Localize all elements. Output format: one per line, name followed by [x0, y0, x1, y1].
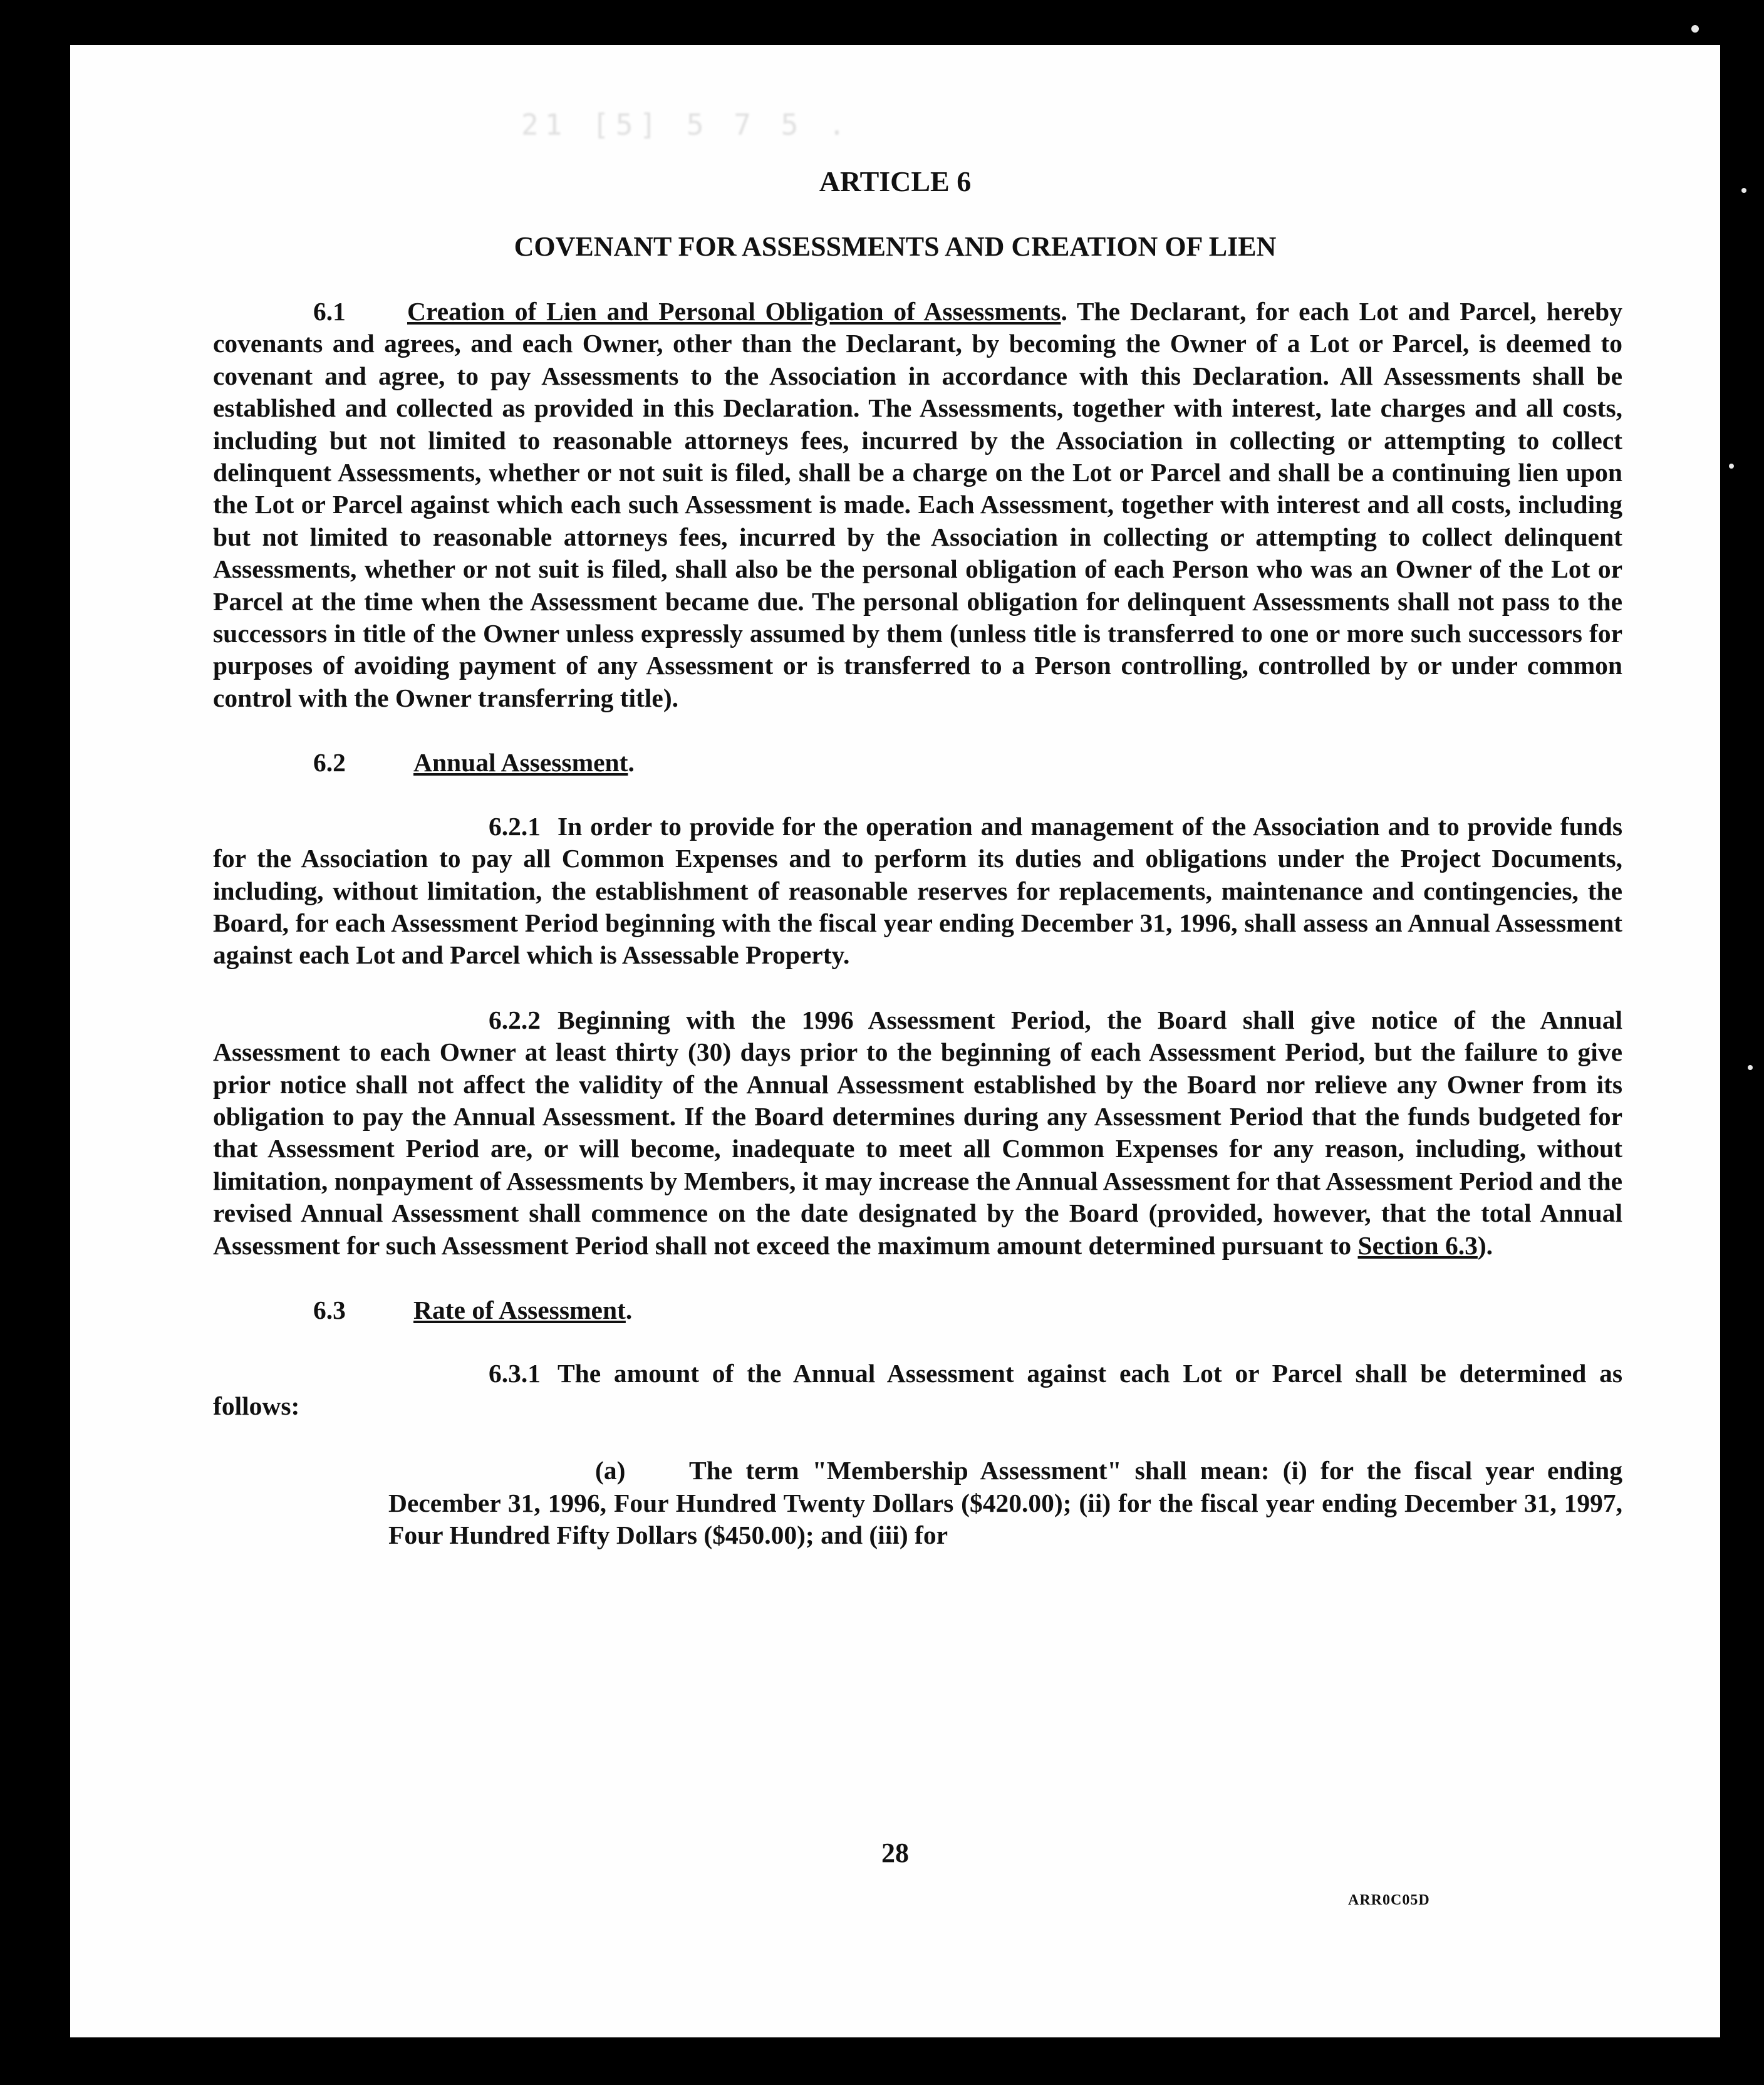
- section-number: 6.3: [313, 1295, 346, 1324]
- section-6-2-2: [213, 1004, 1622, 1262]
- subsection-number: 6.2.2: [489, 1005, 541, 1034]
- article-subtitle: COVENANT FOR ASSESSMENTS AND CREATION OF LIEN: [514, 231, 1277, 262]
- subsection-number: 6.3.1: [489, 1359, 541, 1388]
- scan-speck: [1729, 464, 1734, 469]
- section-title: Creation of Lien and Personal Obligation of Assessments: [407, 297, 1061, 326]
- item-text: The term "Membership Assessment" shall mean: (i) for the fiscal year ending December 31, 1996, Four Hundred Twenty Dollars ($420.00); (ii) for the fiscal year ending December 31, 1997, Four Hundred Fifty Dollars ($450.00); and (iii) for: [388, 1456, 1622, 1549]
- scan-speck: [1748, 1065, 1753, 1070]
- document-code: ARR0C05D: [1348, 1892, 1430, 1908]
- section-6-3-heading: [213, 1294, 1622, 1326]
- faded-stamp: 21 [5] 5 7 5 .: [521, 108, 852, 142]
- section-6-2-1: [213, 811, 1622, 972]
- subsection-text-end: ).: [1477, 1230, 1493, 1260]
- document-body: [213, 296, 1622, 1551]
- section-title-suffix: .: [625, 1295, 633, 1324]
- item-a: [388, 1455, 1622, 1551]
- section-title-suffix: .: [628, 748, 635, 777]
- section-number: 6.2: [313, 748, 346, 777]
- item-label: (a): [595, 1456, 626, 1485]
- subsection-text: In order to provide for the operation and management of the Association and to provide funds for the Association to pay all Common Expenses and to perform its duties and obligations under the Project Documents, including, without limitation, the establishment of reasonable reserves for replacements, maintenance and contingencies, the Board, for each Assessment Period beginning with the fiscal year ending December 31, 1996, shall assess an Annual Assessment against each Lot and Parcel which is Assessable Property.: [213, 811, 1622, 970]
- section-6-3-1: [213, 1358, 1622, 1422]
- subsection-text: The amount of the Annual Assessment against each Lot or Parcel shall be determined as follows:: [213, 1359, 1622, 1420]
- scan-speck: [1691, 25, 1699, 33]
- section-title: Annual Assessment: [413, 748, 628, 777]
- page-number: 28: [881, 1838, 909, 1868]
- scan-speck: [1741, 188, 1746, 193]
- document-page: [70, 45, 1720, 2037]
- section-reference-link[interactable]: Section 6.3: [1357, 1230, 1478, 1260]
- section-text: . The Declarant, for each Lot and Parcel, hereby covenants and agrees, and each Owner, other than the Declarant, by becoming the Owner of a Lot or Parcel, is deemed to covenant and agree, to pay Assessments to the Association in accordance with this Declaration. All Assessments shall be established and collected as provided in this Declaration. The Assessments, together with interest, late charges and all costs, including but not limited to reasonable attorneys fees, incurred by the Association in collecting or attempting to collect delinquent Assessments, whether or not suit is filed, shall be a charge on the Lot or Parcel and shall be a continuing lien upon the Lot or Parcel against which each such Assessment is made. Each Assessment, together with interest and all costs, including but not limited to reasonable attorneys fees, incurred by the Association in collecting or attempting to collect delinquent Assessments, whether or not suit is filed, shall also be the personal obligation of each Person who was an Owner of the Lot or Parcel at the time when the Assessment became due. The personal obligation for delinquent Assessments shall not pass to the successors in title of the Owner unless expressly assumed by them (unless title is transferred to one or more such successors for purposes of avoiding payment of any Assessment or is transferred to a Person controlling, controlled by or under common control with the Owner transferring title).: [213, 297, 1623, 712]
- section-6-2-heading: [213, 747, 1622, 779]
- article-title: ARTICLE 6: [819, 165, 972, 197]
- subsection-text: Beginning with the 1996 Assessment Period, the Board shall give notice of the Annual Assessment to each Owner at least thirty (30) days prior to the beginning of each Assessment Period, but the failure to give prior notice shall not affect the validity of the Annual Assessment established by the Board nor relieve any Owner from its obligation to pay the Annual Assessment. If the Board determines during any Assessment Period that the funds budgeted for that Assessment Period are, or will become, inadequate to meet all Common Expenses for any reason, including, without limitation, nonpayment of Assessments by Members, it may increase the Annual Assessment for that Assessment Period and the revised Annual Assessment shall commence on the date designated by the Board (provided, however, that the total Annual Assessment for such Assessment Period shall not exceed the maximum amount determined pursuant to: [213, 1005, 1622, 1260]
- section-number: 6.1: [313, 297, 346, 326]
- subsection-number: 6.2.1: [489, 811, 541, 841]
- section-6-1: [213, 296, 1622, 714]
- section-title: Rate of Assessment: [413, 1295, 626, 1324]
